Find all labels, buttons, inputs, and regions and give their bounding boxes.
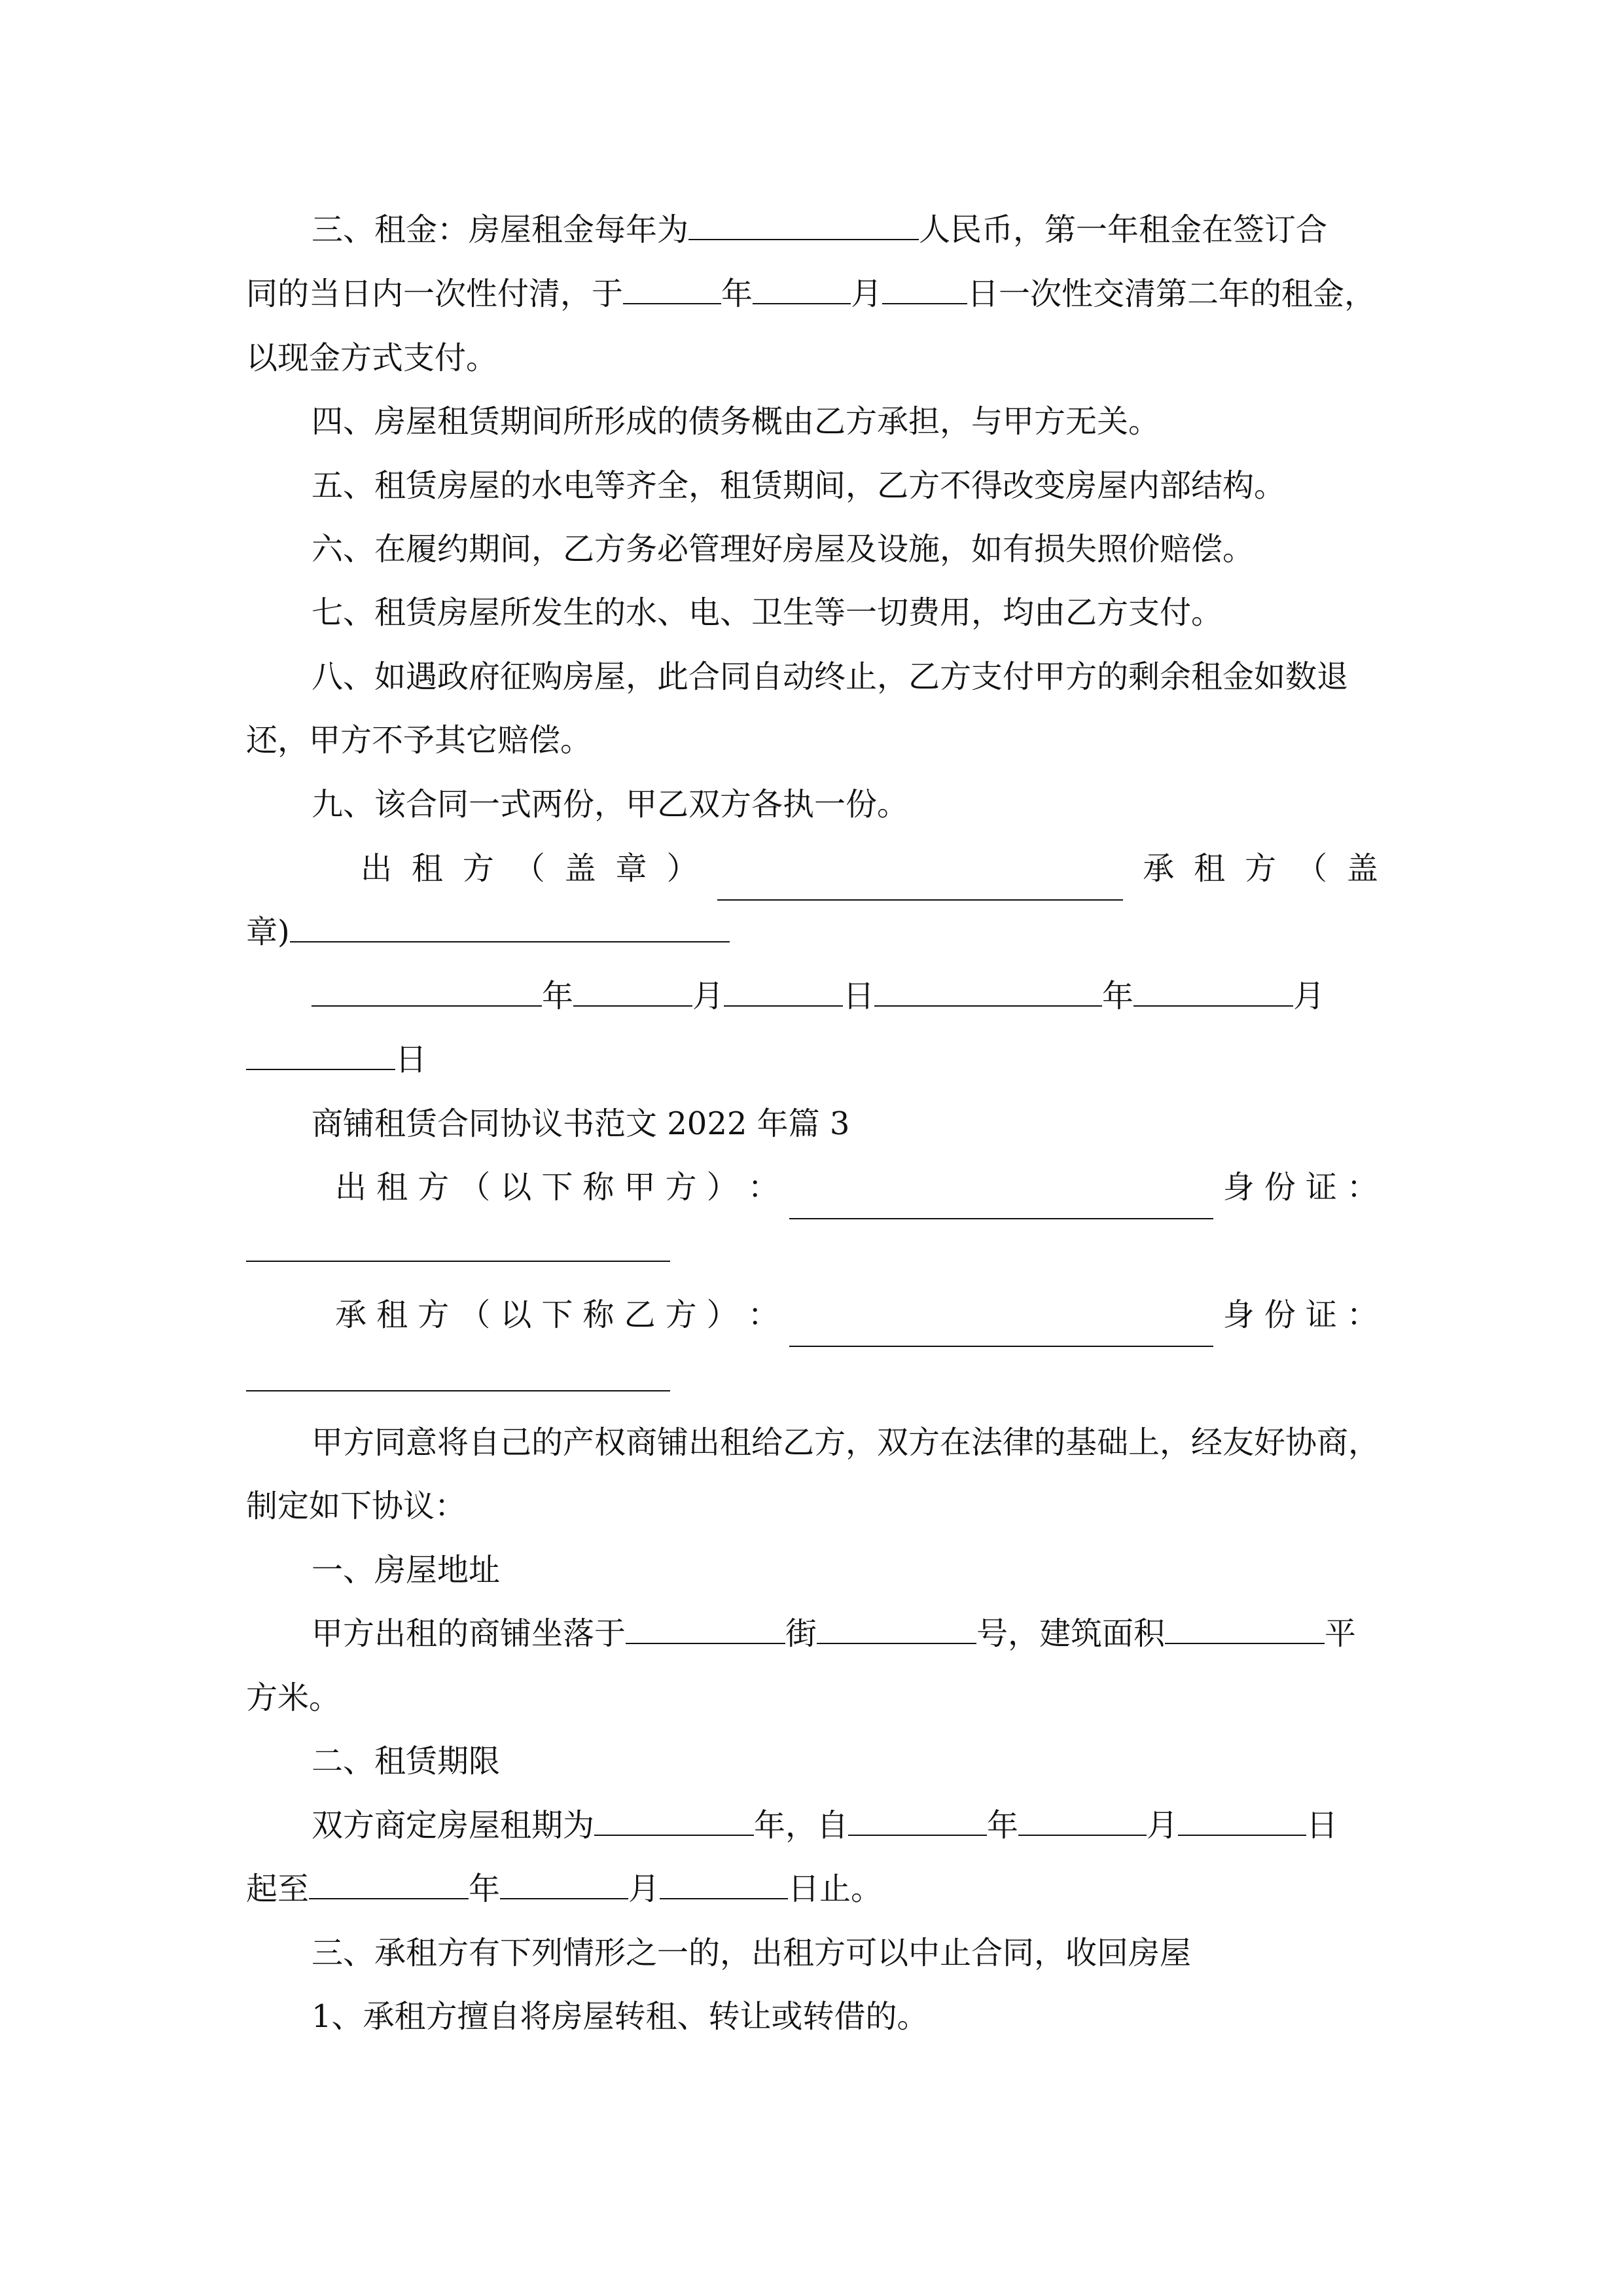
char: 租	[1194, 850, 1226, 887]
char: 承	[335, 1297, 367, 1333]
text: 日	[395, 1041, 427, 1078]
text: 日一次性交清第二年的租金，	[967, 276, 1376, 312]
text: 一、房屋地址	[312, 1552, 501, 1588]
text: 人民币，第一年租金在签订合	[919, 211, 1328, 248]
text: 起至	[246, 1871, 310, 1907]
char: （	[459, 1169, 491, 1206]
text: 月	[692, 978, 724, 1014]
blank-area[interactable]	[1165, 1602, 1325, 1644]
char: 身	[1222, 1169, 1255, 1206]
clause-8-line-2	[246, 708, 1378, 772]
blank-month-2[interactable]	[1133, 965, 1293, 1007]
text: 日	[843, 978, 875, 1014]
rent-clause-line-2	[246, 262, 1378, 326]
char: 下	[541, 1297, 573, 1333]
char: 称	[582, 1169, 615, 1206]
char: 以	[500, 1169, 532, 1206]
char: 租	[411, 850, 443, 887]
char: 以	[500, 1297, 532, 1333]
text: 五、租赁房屋的水电等齐全，租赁期间，乙方不得改变房屋内部结构。	[312, 467, 1286, 504]
text: 章)	[246, 914, 290, 950]
blank-party-b-name[interactable]	[789, 1305, 1213, 1347]
blank-end-year[interactable]	[309, 1857, 469, 1899]
blank-number[interactable]	[817, 1602, 976, 1644]
char: 份	[1264, 1169, 1296, 1206]
blank-party-a-name[interactable]	[789, 1177, 1213, 1219]
text: 双方商定房屋租期为	[312, 1807, 595, 1844]
clause-7	[246, 581, 1378, 645]
blank-day-2[interactable]	[246, 1028, 395, 1070]
char: ：	[747, 1169, 779, 1206]
char: 乙	[624, 1297, 656, 1333]
blank-lessor-seal[interactable]	[717, 859, 1123, 901]
blank-year-2[interactable]	[874, 965, 1102, 1007]
char: ）	[666, 850, 698, 887]
text: 年	[721, 276, 753, 312]
char: 盖	[1346, 850, 1378, 887]
text: 月	[1147, 1807, 1179, 1844]
blank-term-years[interactable]	[594, 1794, 754, 1836]
signature-line-2	[246, 900, 1378, 964]
s1-line-2	[246, 1666, 1378, 1730]
char: 章	[615, 850, 647, 887]
char: 份	[1264, 1297, 1296, 1333]
clause-8-line-1	[246, 645, 1378, 709]
char: 承	[1143, 850, 1175, 887]
clause-9	[246, 772, 1378, 836]
text: 方米。	[246, 1679, 341, 1716]
blank-pay-year[interactable]	[623, 262, 721, 304]
text: 日止。	[788, 1871, 883, 1907]
char: 证	[1305, 1297, 1337, 1333]
s2-line-2	[246, 1857, 1378, 1921]
blank-start-day[interactable]	[1178, 1794, 1306, 1836]
char: 出	[335, 1169, 367, 1206]
s1-title	[246, 1538, 1378, 1602]
s2-line-1	[246, 1793, 1378, 1857]
text: 号，建筑面积	[976, 1615, 1166, 1652]
char: 盖	[564, 850, 596, 887]
blank-year[interactable]	[312, 965, 542, 1007]
text: 1、承租方擅自将房屋转租、转让或转借的。	[312, 1998, 929, 2035]
blank-end-day[interactable]	[660, 1857, 788, 1899]
text: 同的当日内一次性付清，于	[246, 276, 624, 312]
date-line	[246, 964, 1378, 1028]
char: （	[513, 850, 545, 887]
text: 四、房屋租赁期间所形成的债务概由乙方承担，与甲方无关。	[312, 403, 1160, 440]
char: 租	[376, 1297, 408, 1333]
party-b-line	[246, 1283, 1378, 1347]
text: 年	[542, 978, 574, 1014]
clause-5	[246, 454, 1378, 518]
char: ：	[1346, 1169, 1378, 1206]
section-title	[246, 1092, 1378, 1156]
party-a-line	[246, 1155, 1378, 1219]
clause-4	[246, 389, 1378, 454]
text: 甲方出租的商铺坐落于	[312, 1615, 626, 1652]
signature-line	[246, 836, 1378, 901]
text: 月	[851, 276, 883, 312]
intro-line-1	[246, 1410, 1378, 1475]
text: 甲方同意将自己的产权商铺出租给乙方，双方在法律的基础上，经友好协商，	[312, 1424, 1380, 1461]
blank-party-a-id[interactable]	[246, 1261, 670, 1262]
text: 还，甲方不予其它赔偿。	[246, 722, 592, 759]
char: 方	[1245, 850, 1277, 887]
text: 日	[1306, 1807, 1338, 1844]
text: 三、承租方有下列情形之一的，出租方可以中止合同，收回房屋	[312, 1935, 1192, 1971]
char: 下	[541, 1169, 573, 1206]
blank-start-year[interactable]	[848, 1794, 987, 1836]
blank-lessee-seal[interactable]	[290, 901, 730, 942]
blank-annual-rent[interactable]	[688, 198, 919, 240]
text: 街	[785, 1615, 817, 1652]
char: ：	[1346, 1297, 1378, 1333]
rent-clause-line-3	[246, 326, 1378, 390]
char: 方	[418, 1297, 450, 1333]
s2-title	[246, 1729, 1378, 1793]
text: 九、该合同一式两份，甲乙双方各执一份。	[312, 786, 909, 823]
blank-pay-month[interactable]	[753, 262, 851, 304]
text: 二、租赁期限	[312, 1743, 501, 1780]
text: 年	[987, 1807, 1019, 1844]
char: 称	[582, 1297, 615, 1333]
char: 方	[665, 1297, 697, 1333]
char: 证	[1305, 1169, 1337, 1206]
char: （	[1295, 850, 1327, 887]
char: 身	[1222, 1297, 1255, 1333]
blank-day[interactable]	[724, 965, 843, 1007]
s3-item-1	[246, 1984, 1378, 2049]
char: 方	[462, 850, 494, 887]
char: （	[459, 1297, 491, 1333]
blank-start-month[interactable]	[1018, 1794, 1147, 1836]
blank-end-month[interactable]	[500, 1857, 628, 1899]
text: 年，自	[754, 1807, 849, 1844]
text: 月	[628, 1871, 660, 1907]
char: ：	[747, 1297, 779, 1333]
char: 方	[665, 1169, 697, 1206]
blank-month[interactable]	[573, 965, 692, 1007]
char: ）	[706, 1169, 738, 1206]
text: 月	[1293, 978, 1325, 1014]
text: 平	[1325, 1615, 1357, 1652]
s1-line-1	[246, 1602, 1378, 1666]
text: 六、在履约期间，乙方务必管理好房屋及设施，如有损失照价赔偿。	[312, 531, 1255, 567]
char: 方	[418, 1169, 450, 1206]
char: 租	[376, 1169, 408, 1206]
date-line-2	[246, 1028, 1378, 1092]
blank-street[interactable]	[626, 1602, 785, 1644]
text: 制定如下协议：	[246, 1488, 467, 1524]
blank-pay-day[interactable]	[882, 262, 967, 304]
clause-6	[246, 517, 1378, 581]
char: 甲	[624, 1169, 656, 1206]
text: 商铺租赁合同协议书范文 2022 年篇 3	[312, 1105, 850, 1142]
s3-title	[246, 1921, 1378, 1985]
rent-clause-line-1	[246, 198, 1378, 262]
char: ）	[706, 1297, 738, 1333]
text: 以现金方式支付。	[246, 340, 498, 376]
text: 八、如遇政府征购房屋，此合同自动终止，乙方支付甲方的剩余租金如数退	[312, 658, 1349, 695]
intro-line-2	[246, 1474, 1378, 1538]
blank-party-b-id[interactable]	[246, 1390, 670, 1391]
char: 出	[361, 850, 393, 887]
text: 年	[469, 1871, 501, 1907]
text: 三、租金：房屋租金每年为	[312, 211, 689, 248]
text: 年	[1102, 978, 1134, 1014]
text: 七、租赁房屋所发生的水、电、卫生等一切费用，均由乙方支付。	[312, 594, 1223, 631]
